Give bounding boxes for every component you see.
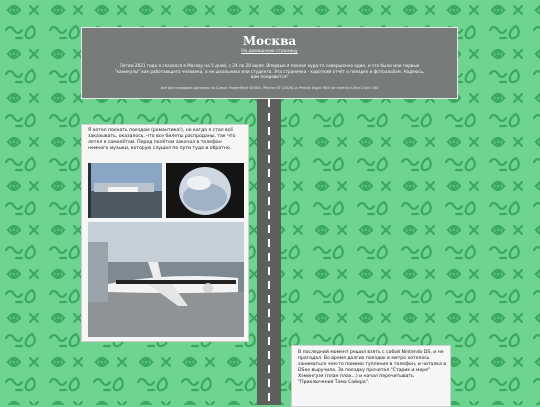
- story-card-flight: [81, 124, 249, 342]
- header-panel: [81, 27, 458, 99]
- card-text: В последний момент решил взять с собой Nintendo DS, и не прогадал. Во время долгих поездок в метро хотелось заниматься чем-то помимо тупления в телефон, и читалка в DSке выручила. За поездку прочитал "Старик и море" Хэмингуэя (план плах...) и начал перечитывать "Приключения Тома Сойера".: [298, 350, 447, 385]
- photo-credits: все фотографии сделаны на Canon PowerShot SX500, iPhone SE (2016) и Pentax Espio 60S на плёнку Ultra Color 160: [160, 85, 379, 90]
- intro-text: Летом 2021 года я сказался в Москву на 5 дней, с 24 по 28 июля. Впервые я поехал куда-то совершенно один, и это были мои первые "каникулы" как работающего человека, а не школьника или студента. Эта страничка - короткий отчёт о поездке и фотоальбом. Надеюсь, вам понравится!: [114, 63, 425, 80]
- home-link[interactable]: На домашнюю страницу: [241, 49, 298, 54]
- photo-plane-on-tarmac[interactable]: [88, 222, 244, 337]
- road-divider: [257, 99, 281, 405]
- page-title: Москва: [242, 34, 297, 48]
- photo-airplane-window[interactable]: [166, 163, 244, 218]
- card-text: Я хотел поехать поездом (романтика!), но когда я стал всё заказывать, оказалось, что все билеты распроданы, так что летел я самолётом. Перед полётом закачал в телефон немного музыки, которую слушал по пути туда и обратно.: [88, 128, 236, 151]
- photo-airport-window[interactable]: [88, 163, 162, 218]
- story-card-nintendo: [291, 345, 451, 407]
